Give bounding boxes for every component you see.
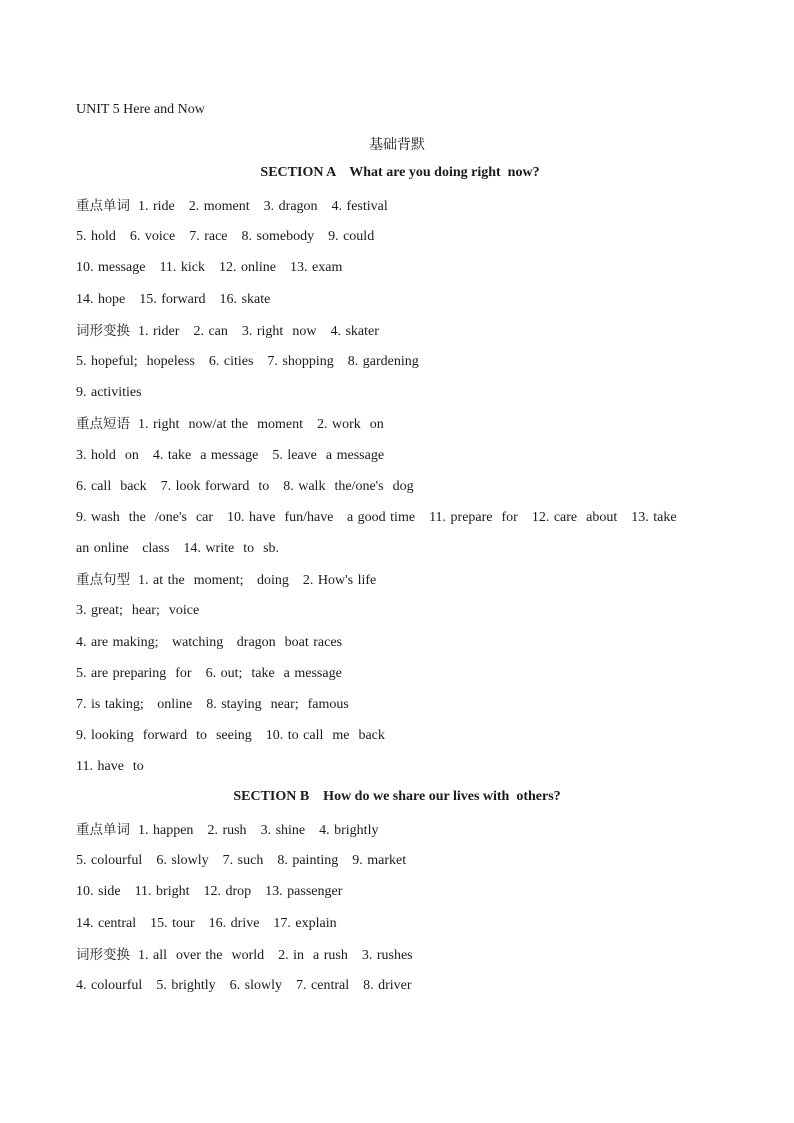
answer-item: 8. painting (277, 853, 339, 869)
answer-item: 3. rushes (361, 947, 413, 963)
text-line (76, 945, 736, 976)
category-label: 词形变换 (76, 322, 130, 339)
main-heading: 基础背默 (369, 137, 425, 153)
answer-item: 3. great; hear; voice (76, 603, 200, 619)
answer-item: 3. right now (241, 323, 317, 339)
answer-item: 1. ride (138, 199, 175, 214)
answer-item: 1. rider (138, 323, 180, 339)
text-line (76, 508, 736, 539)
answer-item: 13. passenger (265, 884, 343, 900)
answer-item: 11. prepare for (429, 509, 518, 525)
answer-item: 6. slowly (156, 853, 209, 869)
section-b-heading: SECTION B How do we share our lives with others? (233, 789, 561, 804)
answer-item: 2. moment (188, 199, 250, 214)
answer-item: 10. message (76, 260, 146, 276)
answer-item: 7. is taking; online (76, 697, 193, 712)
answer-item: 14. hope (76, 291, 126, 307)
answer-item: 4. skater (330, 323, 379, 339)
answer-item: 6. out; take a message (205, 665, 342, 681)
answer-item: 6. voice (129, 229, 176, 245)
text-line (76, 664, 736, 695)
text-line (76, 695, 736, 726)
category-label: 重点单词 (76, 822, 130, 838)
answer-item: an online class (76, 541, 170, 557)
text-line (76, 882, 736, 913)
answer-item: 5. hopeful; hopeless (76, 353, 195, 369)
text-line (76, 851, 736, 882)
answer-item: 17. explain (273, 915, 337, 931)
answer-item: 8. driver (363, 977, 412, 993)
answer-item: 11. kick (159, 260, 206, 276)
answer-item: 5. colourful (76, 853, 143, 869)
answer-item: 4. are making; watching dragon boat races (76, 634, 343, 650)
answer-item: 12. online (219, 260, 277, 276)
section-b-lines (76, 820, 736, 1007)
answer-item: 15. tour (150, 915, 195, 931)
answer-item: 12. care about (531, 509, 618, 525)
text-line (76, 976, 736, 1007)
answer-item: 9. market (352, 853, 407, 869)
answer-item: 1. right now/at the moment (138, 417, 304, 433)
section-a-heading: SECTION A What are you doing right now? (260, 165, 540, 180)
answer-item: 5. leave a message (272, 447, 385, 463)
text-line (76, 414, 736, 445)
text-line (76, 196, 736, 227)
text-line (76, 601, 736, 632)
text-line (76, 726, 736, 757)
category-label: 重点单词 (76, 198, 130, 214)
answer-item: 6. call back (76, 478, 147, 494)
answer-item: 4. festival (331, 199, 388, 214)
text-line (76, 914, 736, 945)
text-line (76, 352, 736, 383)
answer-item: 5. brightly (156, 977, 216, 993)
answer-item: 8. somebody (241, 229, 315, 245)
answer-item: 10. have fun/have a good time (227, 509, 416, 525)
text-line (76, 321, 736, 352)
answer-item: 8. walk the/one's dog (283, 478, 414, 494)
text-line (76, 227, 736, 258)
answer-item: 9. activities (76, 385, 142, 401)
text-line (76, 820, 736, 851)
answer-item: 16. drive (208, 915, 260, 931)
text-line (76, 757, 736, 788)
answer-item: 4. colourful (76, 977, 143, 993)
answer-item: 7. such (222, 853, 264, 869)
answer-item: 15. forward (139, 291, 206, 307)
text-line (76, 633, 736, 664)
answer-item: 4. take a message (152, 447, 259, 463)
answer-item: 9. wash the /one's car (76, 509, 214, 525)
text-line (76, 477, 736, 508)
answer-item: 7. central (296, 977, 350, 993)
text-line (76, 290, 736, 321)
text-line (76, 570, 736, 601)
answer-item: 7. shopping (267, 353, 334, 369)
category-label: 重点短语 (76, 416, 130, 433)
answer-item: 10. to call me back (265, 728, 385, 744)
answer-item: 12. drop (203, 884, 252, 900)
answer-item: 2. can (193, 323, 228, 339)
answer-item: 9. looking forward to seeing (76, 728, 252, 744)
section-a-lines (76, 196, 736, 789)
answer-item: 8. staying near; famous (206, 697, 349, 712)
answer-item: 11. have to (76, 759, 144, 775)
answer-item: 1. happen (138, 823, 194, 838)
answer-item: 2. How's life (302, 573, 377, 589)
category-label: 重点句型 (76, 572, 130, 589)
answer-item: 14. write to sb. (183, 541, 280, 557)
category-label: 词形变换 (76, 946, 130, 963)
answer-item: 6. slowly (229, 977, 283, 993)
answer-item: 2. in a rush (278, 947, 348, 963)
text-line (76, 446, 736, 477)
answer-item: 8. gardening (347, 353, 419, 369)
answer-item: 3. hold on (76, 447, 139, 463)
answer-item: 1. all over the world (138, 947, 265, 963)
text-line (76, 539, 736, 570)
answer-item: 7. race (189, 229, 228, 245)
text-line (76, 258, 736, 289)
answer-item: 9. could (328, 229, 375, 245)
answer-item: 13. exam (290, 260, 343, 276)
answer-item: 4. brightly (319, 823, 379, 838)
answer-item: 10. side (76, 884, 121, 900)
unit-title: UNIT 5 Here and Now (76, 102, 205, 117)
answer-item: 2. work on (317, 417, 384, 433)
answer-item: 16. skate (219, 291, 271, 307)
answer-item: 14. central (76, 915, 137, 931)
answer-item: 3. shine (260, 823, 306, 838)
answer-item: 5. hold (76, 229, 116, 245)
answer-item: 6. cities (208, 353, 254, 369)
answer-item: 7. look forward to (160, 478, 270, 494)
answer-item: 5. are preparing for (76, 665, 192, 681)
answer-item: 3. dragon (263, 199, 318, 214)
answer-item: 13. take (631, 509, 677, 525)
answer-item: 1. at the moment; doing (138, 573, 289, 589)
answer-item: 11. bright (134, 884, 190, 900)
text-line (76, 383, 736, 414)
answer-item: 2. rush (207, 823, 247, 838)
